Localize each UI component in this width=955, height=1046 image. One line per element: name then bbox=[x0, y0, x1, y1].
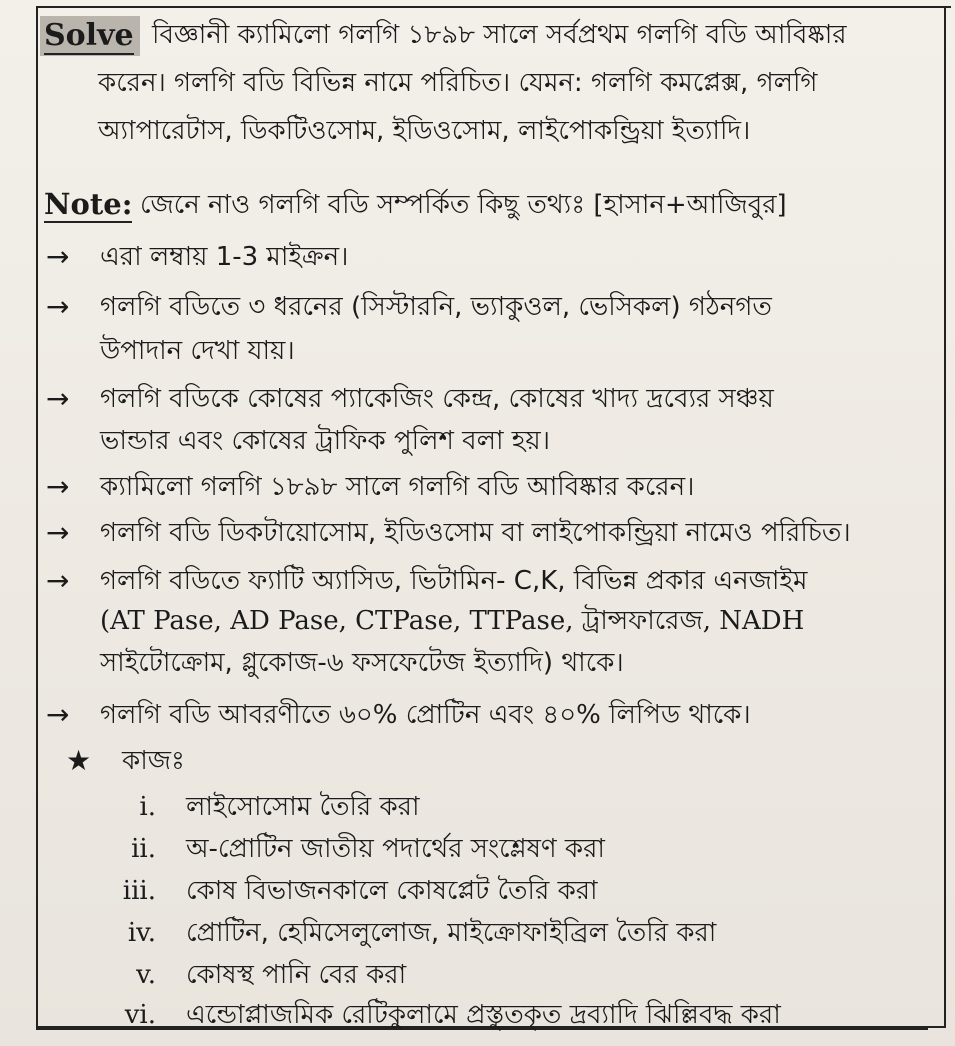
note-point-7: গলগি বডি আবরণীতে ৬০% প্রোটিন এবং ৪০% লিপিড থাকে। bbox=[100, 700, 751, 730]
note-point-6-line-3: সাইটোক্রোম, গ্লুকোজ-৬ ফসফেটেজ ইত্যাদি) থাকে। bbox=[100, 648, 624, 678]
note-point-6-line-2: (AT Pase, AD Pase, CTPase, TTPase, ট্রান্সফারেজ, NADH bbox=[100, 606, 805, 636]
note-point-4: ক্যামিলো গলগি ১৮৯৮ সালে গলগি বডি আবিষ্কার করেন। bbox=[100, 472, 695, 502]
note-point-2-line-1: গলগি বডিতে ৩ ধরনের (সিস্টারনি, ভ্যাকুওল, ভেসিকল) গঠনগত bbox=[100, 292, 772, 322]
arrow-icon: → bbox=[46, 516, 70, 549]
work-item-number: ii. bbox=[131, 834, 156, 864]
work-item-text: কোষ বিভাজনকালে কোষপ্লেট তৈরি করা bbox=[186, 876, 598, 906]
note-point-1: এরা লম্বায় 1-3 মাইক্রন। bbox=[100, 242, 349, 272]
note-point-5: গলগি বডি ডিকটায়োসোম, ইডিওসোম বা লাইপোকন্ড্রিয়া নামেও পরিচিত। bbox=[100, 518, 851, 548]
star-icon: ★ bbox=[66, 744, 92, 777]
solve-label: Solve bbox=[40, 16, 140, 56]
frame-top-border bbox=[36, 6, 951, 8]
note-heading: জেনে নাও গলগি বডি সম্পর্কিত কিছু তথ্যঃ [হাসান+আজিবুর] bbox=[140, 190, 787, 220]
arrow-icon: → bbox=[46, 698, 70, 731]
work-item-text: অ-প্রোটিন জাতীয় পদার্থের সংশ্লেষণ করা bbox=[186, 834, 605, 864]
solve-line-3: অ্যাপারেটাস, ডিকটিওসোম, ইডিওসোম, লাইপোকন্ড্রিয়া ইত্যাদি। bbox=[98, 116, 751, 146]
note-label: Note: bbox=[44, 187, 133, 221]
work-item-text: প্রোটিন, হেমিসেলুলোজ, মাইক্রোফাইব্রিল তৈরি করা bbox=[186, 918, 717, 948]
work-item-text: এন্ডোপ্লাজমিক রেটিকুলামে প্রস্তুতকৃত দ্রব্যাদি ঝিল্লিবদ্ধ করা bbox=[186, 1000, 781, 1030]
work-item-text: লাইসোসোম তৈরি করা bbox=[186, 792, 420, 822]
note-point-6-line-1: গলগি বডিতে ফ্যাটি অ্যাসিড, ভিটামিন- C,K, বিভিন্ন প্রকার এনজাইম bbox=[100, 566, 808, 596]
arrow-icon: → bbox=[46, 290, 70, 323]
note-point-3-line-2: ভান্ডার এবং কোষের ট্রাফিক পুলিশ বলা হয়। bbox=[100, 426, 551, 456]
work-item-number: v. bbox=[136, 960, 156, 990]
work-item-number: i. bbox=[139, 792, 156, 822]
work-item-number: vi. bbox=[124, 1000, 156, 1030]
frame-right-border bbox=[944, 6, 946, 1028]
work-item-text: কোষস্থ পানি বের করা bbox=[186, 960, 407, 990]
solve-line-1: বিজ্ঞানী ক্যামিলো গলগি ১৮৯৮ সালে সর্বপ্রথম গলগি বডি আবিষ্কার bbox=[152, 20, 847, 50]
note-point-2-line-2: উপাদান দেখা যায়। bbox=[100, 336, 295, 366]
work-item-number: iv. bbox=[127, 918, 156, 948]
arrow-icon: → bbox=[46, 240, 70, 273]
arrow-icon: → bbox=[46, 382, 70, 415]
work-item-number: iii. bbox=[122, 876, 156, 906]
solve-line-2: করেন। গলগি বডি বিভিন্ন নামে পরিচিত। যেমন: গলগি কমপ্লেক্স, গলগি bbox=[98, 68, 818, 98]
arrow-icon: → bbox=[46, 470, 70, 503]
note-point-3-line-1: গলগি বডিকে কোষের প্যাকেজিং কেন্দ্র, কোষের খাদ্য দ্রব্যের সঞ্চয় bbox=[100, 384, 774, 414]
arrow-icon: → bbox=[46, 564, 70, 597]
work-heading: কাজঃ bbox=[122, 746, 185, 776]
